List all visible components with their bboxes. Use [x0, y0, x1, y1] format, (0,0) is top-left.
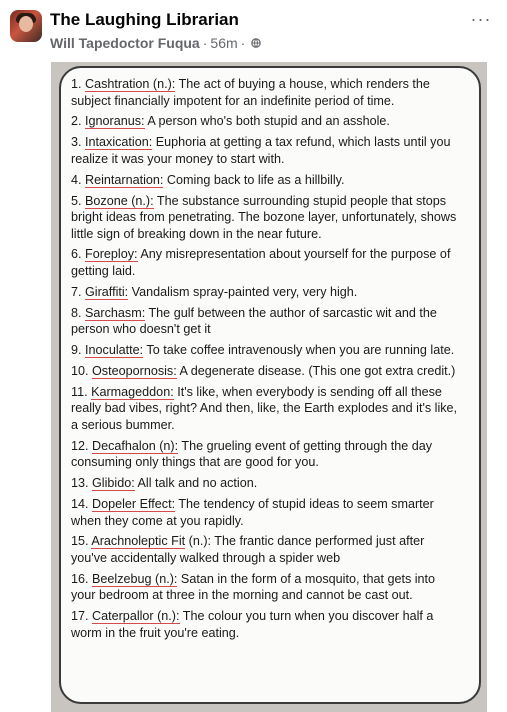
definition-item	[71, 113, 463, 130]
definition-number: 7.	[71, 284, 82, 299]
post-meta	[50, 35, 261, 51]
definition-term: Karmageddon:	[91, 384, 174, 399]
definition-number: 10.	[71, 364, 89, 379]
definition-term: Sarchasm:	[85, 305, 146, 320]
definition-text: The act of buying a house, which renders the subject financially impotent for an indefinite period of time.	[71, 77, 430, 108]
definition-text: Vandalism spray-painted very, very high.	[128, 284, 358, 299]
definition-term: Glibido:	[92, 476, 135, 491]
definition-number: 12.	[71, 438, 89, 453]
definition-number: 6.	[71, 247, 82, 262]
definition-text: Euphoria at getting a tax refund, which lasts until you realize it was your money to start with.	[71, 135, 451, 166]
definition-number: 14.	[71, 497, 89, 512]
group-name[interactable]: The Laughing Librarian	[50, 10, 239, 29]
definition-text: The grueling event of getting through the day consuming only things that are good for you.	[71, 438, 433, 470]
definition-term: Foreploy:	[85, 247, 138, 262]
group-avatar[interactable]	[10, 10, 42, 42]
meta-separator-2: ·	[240, 35, 246, 51]
definition-term: Beelzebug (n.):	[92, 571, 178, 586]
meta-separator: ·	[202, 35, 208, 51]
definition-item	[71, 193, 463, 243]
more-options-button[interactable]	[467, 9, 495, 32]
definition-text: (n.): The frantic dance performed just after you've accidentally walked through a spider web	[71, 534, 425, 565]
post-header	[0, 0, 507, 60]
definition-number: 1.	[71, 77, 82, 91]
definition-number: 11.	[71, 384, 88, 399]
definitions-list	[71, 76, 463, 646]
definition-item	[71, 76, 463, 109]
post-image[interactable]	[51, 62, 487, 712]
definitions-card	[59, 66, 481, 704]
definition-text: Coming back to life as a hillbilly.	[163, 172, 345, 187]
definition-term: Intaxication:	[85, 135, 153, 150]
definition-number: 3.	[71, 135, 82, 150]
definition-term: Arachnoleptic Fit	[91, 534, 186, 549]
definition-item	[71, 384, 463, 434]
definition-number: 17.	[71, 609, 89, 624]
definition-text: Satan in the form of a mosquito, that gets into your bedroom at three in the morning and cannot be cast out.	[71, 571, 436, 603]
more-horizontal-icon: ···	[470, 9, 492, 29]
definition-text: The gulf between the author of sarcastic wit and the person who doesn't get it	[71, 305, 437, 337]
definition-item	[71, 284, 463, 301]
definition-item	[71, 608, 463, 641]
avatar-face	[19, 16, 33, 32]
definition-term: Decafhalon (n):	[92, 438, 179, 453]
definition-text: A degenerate disease. (This one got extra credit.)	[176, 364, 456, 379]
definition-term: Osteopornosis:	[92, 364, 177, 379]
definition-number: 9.	[71, 343, 82, 358]
definition-item	[71, 363, 463, 380]
definition-term: Bozone (n.):	[85, 193, 154, 208]
definition-item	[71, 438, 463, 471]
definition-term: Caterpallor (n.):	[92, 609, 180, 624]
definition-text: A person who's both stupid and an asshole.	[144, 114, 390, 129]
post-timestamp[interactable]: 56m	[210, 35, 238, 51]
definition-item	[71, 305, 463, 338]
definition-text: All talk and no action.	[134, 476, 258, 491]
definition-term: Ignoranus:	[85, 114, 145, 129]
definition-term: Giraffiti:	[85, 284, 129, 299]
definition-number: 8.	[71, 305, 82, 320]
definition-number: 13.	[71, 476, 89, 491]
definition-text: The colour you turn when you discover half a worm in the fruit you're eating.	[71, 609, 434, 640]
definition-number: 5.	[71, 193, 82, 208]
definition-item	[71, 246, 463, 279]
definition-text: The tendency of stupid ideas to seem smarter when they come at you rapidly.	[71, 497, 434, 528]
definition-item	[71, 496, 463, 529]
definition-term: Cashtration (n.):	[85, 77, 176, 91]
definition-number: 16.	[71, 571, 89, 586]
definition-item	[71, 571, 463, 604]
definition-item	[71, 342, 463, 359]
definition-item	[71, 475, 463, 492]
definition-text: The substance surrounding stupid people that stops bright ideas from penetrating. The bozone layer, unfortunately, shows little sign of breaking down in the near future.	[71, 193, 457, 241]
definition-number: 2.	[71, 114, 82, 129]
definition-term: Dopeler Effect:	[92, 497, 176, 512]
definition-term: Reintarnation:	[85, 172, 164, 187]
definition-item	[71, 134, 463, 167]
definition-text: Any misrepresentation about yourself for the purpose of getting laid.	[71, 247, 451, 278]
definition-number: 15.	[71, 534, 89, 549]
definition-item	[71, 172, 463, 189]
definition-item	[71, 533, 463, 566]
definition-term: Inoculatte:	[85, 343, 144, 358]
definition-number: 4.	[71, 172, 82, 187]
definition-text: It's like, when everybody is sending off all these really bad vibes, right? And then, like, the Earth explodes and it's like, a serious bummer.	[71, 384, 458, 432]
globe-icon[interactable]	[251, 38, 261, 48]
definition-text: To take coffee intravenously when you are running late.	[143, 343, 455, 358]
author-name[interactable]: Will Tapedoctor Fuqua	[50, 35, 200, 51]
